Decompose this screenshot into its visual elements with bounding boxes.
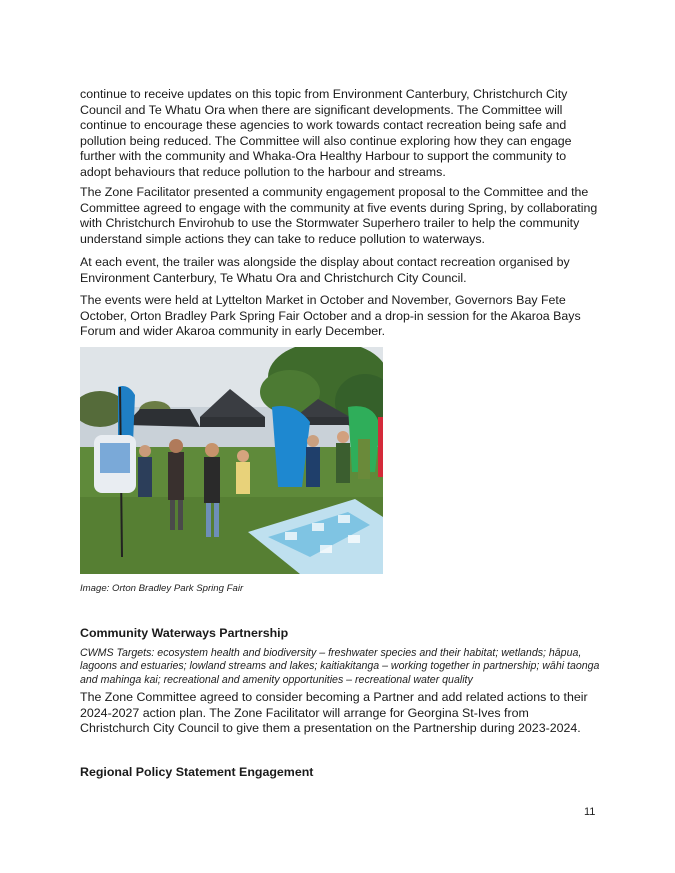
paragraph-events: The events were held at Lyttelton Market in October and November, Governors Bay Fete October, Orton Bradley Park Spring Fair October and a drop-in session for the Akaroa Bays Forum and wider Akaroa community in early December. — [80, 293, 581, 339]
paragraph-partnership: The Zone Committee agreed to consider becoming a Partner and add related actions to their 2024-2027 action plan. The Zone Facilitator will arrange for Georgina St-Ives from Christchurch City Council to give them a presentation on the Partnership during 2023-2024. — [80, 690, 588, 736]
spring-fair-photo — [80, 347, 383, 574]
image-caption: Image: Orton Bradley Park Spring Fair — [80, 583, 244, 594]
section-heading-community-waterways: Community Waterways Partnership — [80, 626, 289, 640]
cwms-targets-text: CWMS Targets: ecosystem health and biodiversity – freshwater species and their habitat; wetlands; hāpua, lagoons and estuaries; lowland streams and lakes; kaitiakitanga – working together in partnership; wāhi taonga and mahinga kai; recreational and amenity opportunities – recreational water quality — [80, 647, 600, 686]
page-number: 11 — [584, 806, 596, 818]
paragraph-trailer-display: At each event, the trailer was alongside the display about contact recreation organised by Environment Canterbury, Te Whatu Ora and Christchurch City Council. — [80, 255, 570, 285]
paragraph-pollution-updates: continue to receive updates on this topic from Environment Canterbury, Christchurch City Council and Te Whatu Ora when there are significant developments. The Committee will continue to encourage these agencies to work towards contact recreation being safe and pollution being reduced. The Committee will also continue exploring how they can engage further with the community and Whaka-Ora Healthy Harbour to support the community to adopt behaviours that reduce pollution to the harbour and streams. — [80, 87, 572, 179]
section-heading-regional-policy: Regional Policy Statement Engagement — [80, 765, 314, 779]
paragraph-engagement-proposal: The Zone Facilitator presented a community engagement proposal to the Committee and the Committee agreed to engage with the community at five events during Spring, by collaborating with Christchurch Envirohub to use the Stormwater Superhero trailer to help the community understand simple actions they can take to reduce pollution to waterways. — [80, 185, 598, 246]
